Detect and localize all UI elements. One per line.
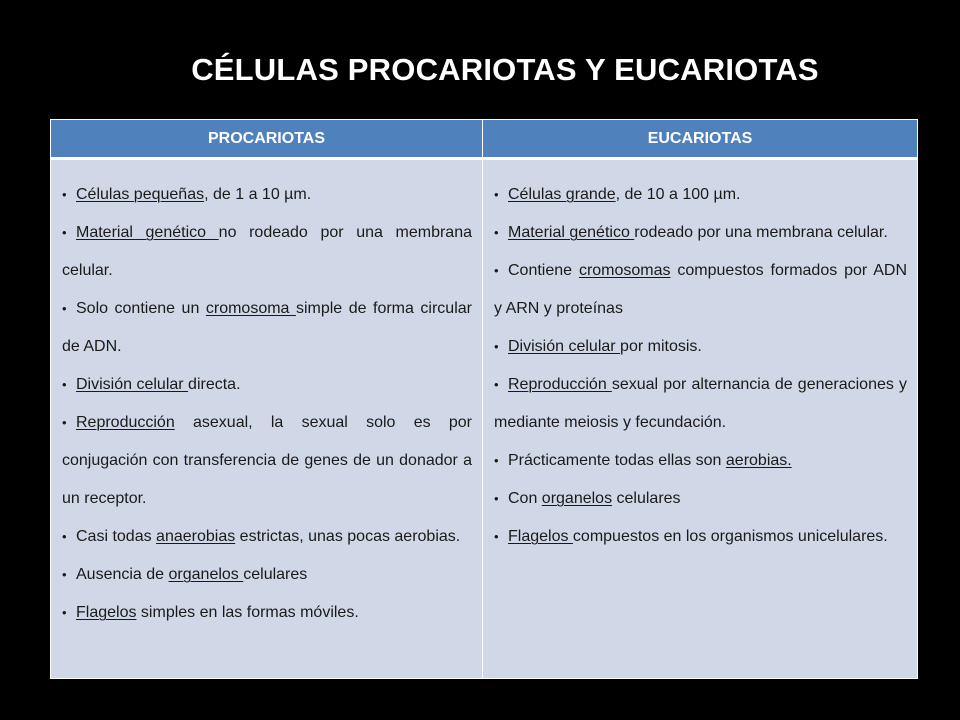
comparison-table	[50, 119, 918, 679]
eucariotas-cell	[483, 159, 918, 679]
bullet-icon: •	[62, 377, 67, 392]
bullet-icon: •	[62, 301, 67, 316]
procariotas-item	[62, 404, 472, 518]
item-text: simples en las formas móviles.	[136, 604, 359, 621]
bullet-icon: •	[494, 377, 499, 392]
bullet-icon: •	[494, 453, 499, 468]
item-text: estrictas, unas pocas aerobias.	[235, 528, 461, 545]
item-term: División celular	[76, 376, 189, 393]
bullet-icon: •	[62, 187, 67, 202]
eucariotas-item	[494, 518, 907, 556]
item-text: simple de forma circular de ADN.	[62, 300, 472, 355]
item-prefix: Ausencia de	[76, 566, 169, 583]
item-text: por mitosis.	[620, 338, 702, 355]
bullet-icon: •	[62, 605, 67, 620]
procariotas-item	[62, 556, 472, 594]
item-term: Reproducción	[76, 414, 175, 431]
eucariotas-item	[494, 442, 907, 480]
procariotas-list	[62, 176, 472, 632]
item-term: Material genético	[508, 224, 635, 241]
item-text: celulares	[612, 490, 681, 507]
eucariotas-item	[494, 176, 907, 214]
bullet-icon: •	[494, 339, 499, 354]
header-row	[51, 120, 918, 159]
item-text: directa.	[188, 376, 241, 393]
item-prefix: Contiene	[508, 262, 579, 279]
item-text: no rodeado por una membrana celular.	[62, 224, 473, 279]
item-term: Flagelos	[76, 604, 137, 621]
item-term: Células grande	[508, 186, 616, 203]
item-text: rodeado por una membrana celular.	[634, 224, 888, 241]
header-procariotas: PROCARIOTAS	[51, 120, 483, 159]
item-term: Reproducción	[508, 376, 612, 393]
eucariotas-item	[494, 480, 907, 518]
item-term: Células pequeñas	[76, 186, 205, 203]
item-term: Flagelos	[508, 528, 573, 545]
item-term: aerobias.	[725, 452, 792, 469]
procariotas-item	[62, 518, 472, 556]
item-text: compuestos formados por ADN y ARN y proteínas	[494, 262, 908, 317]
bullet-icon: •	[62, 225, 67, 240]
procariotas-item	[62, 214, 472, 290]
eucariotas-item	[494, 214, 907, 252]
item-text: , de 1 a 10 µm.	[204, 186, 312, 203]
item-term: anaerobias	[156, 528, 236, 545]
bullet-icon: •	[494, 187, 499, 202]
item-term: División celular	[508, 338, 621, 355]
item-prefix: Solo contiene un	[76, 300, 206, 317]
item-text: asexual, la sexual solo es por conjugación con transferencia de genes de un donador a un receptor.	[62, 414, 472, 507]
bullet-icon: •	[494, 225, 499, 240]
item-term: Material genético	[76, 224, 219, 241]
procariotas-item	[62, 290, 472, 366]
eucariotas-item	[494, 366, 907, 442]
procariotas-cell	[51, 159, 483, 679]
item-term: cromosomas	[578, 262, 671, 279]
bullet-icon: •	[494, 491, 499, 506]
item-prefix: Con	[508, 490, 542, 507]
item-text: , de 10 a 100 µm.	[615, 186, 741, 203]
procariotas-item	[62, 366, 472, 404]
item-prefix: Casi todas	[76, 528, 157, 545]
eucariotas-item	[494, 252, 907, 328]
bullet-icon: •	[494, 529, 499, 544]
bullet-icon: •	[62, 567, 67, 582]
bullet-icon: •	[62, 529, 67, 544]
header-eucariotas: EUCARIOTAS	[483, 120, 918, 159]
slide-title: CÉLULAS PROCARIOTAS Y EUCARIOTAS	[191, 52, 819, 87]
item-text: sexual por alternancia de generaciones y mediante meiosis y fecundación.	[494, 376, 907, 431]
item-text: celulares	[243, 566, 308, 583]
item-term: organelos	[168, 566, 244, 583]
procariotas-item	[62, 594, 472, 632]
bullet-icon: •	[494, 263, 499, 278]
eucariotas-item	[494, 328, 907, 366]
content-row	[51, 159, 918, 679]
item-prefix: Prácticamente todas ellas son	[508, 452, 726, 469]
bullet-icon: •	[62, 415, 67, 430]
item-term: cromosoma	[205, 300, 296, 317]
item-term: organelos	[541, 490, 613, 507]
procariotas-item	[62, 176, 472, 214]
eucariotas-list	[494, 176, 907, 556]
item-text: compuestos en los organismos unicelulares.	[572, 528, 888, 545]
